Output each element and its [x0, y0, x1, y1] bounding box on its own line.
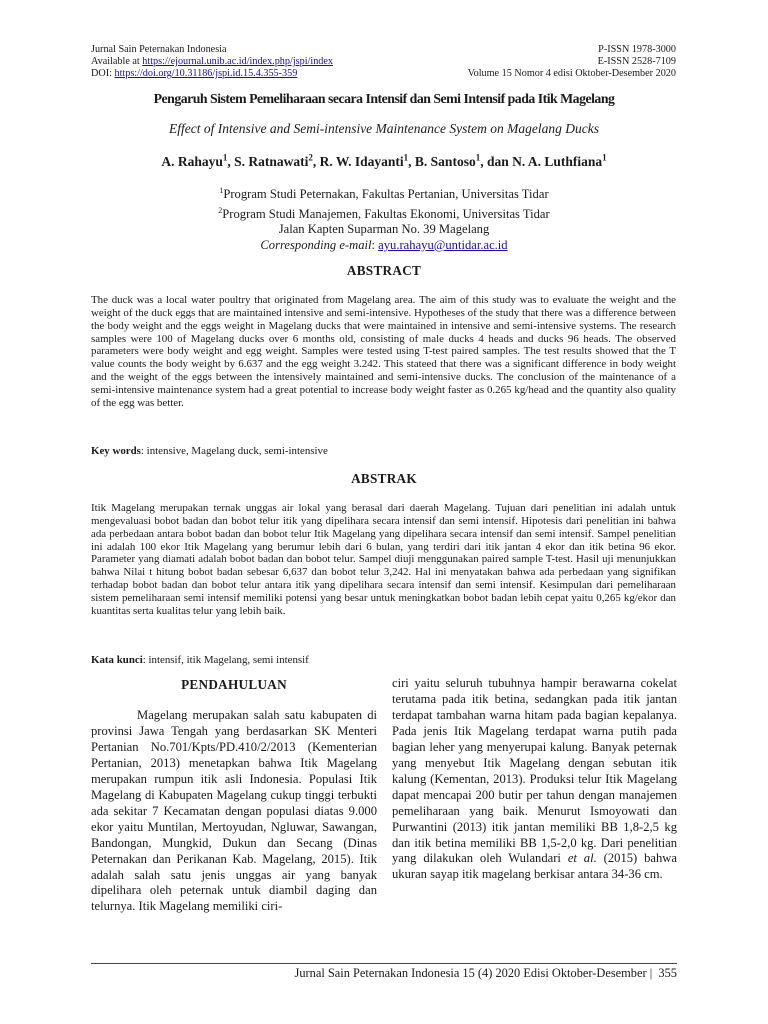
- journal-header-left: [91, 44, 333, 80]
- email-label: Corresponding e-mail: [260, 237, 372, 252]
- abstrak-text: Itik Magelang merupakan ternak unggas air lokal yang berasal dari daerah Magelang. Tujuan dari penelitian ini adalah untuk mengevaluasi bobot badan dan bobot telur itik yang dipelihara secara intensif dan semi intensif. Hipotesis dari penelitian ini bahwa ada perbedaan antara bobot badan dan bobot telur Itik Magelang yang dipelihara secara intensif dan semi intensif. Sampel penelitian ini adalah 100 ekor Itik Magelang yang berumur lebih dari 6 bulan, yang terdiri dari itik jantan 4 ekor dan itik betina 96 ekor. Parameter yang diamati adalah bobot badan dan bobot telur. Sampel diuji menggunakan paired sample T-test. Hasil uji menunjukkan bahwa Nilai t hitung bobot badan sebesar 6,637 dan bobot telur 3,242. Hal ini menyatakan bahwa ada perbedaan yang signifikan terhadap bobot badan dan bobot telur antara itik yang dipelihara secara intensif dan semi intensif. Kesimpulan dari pemeliharaan sistem pemeliharaan semi intensif memiliki potensi yang besar untuk meningkatkan bobot badan lebih cepat yaitu 0,265 kg/ekor dan kuantitas serta kualitas telur yang lebih baik.: [91, 502, 676, 617]
- abstract-text: The duck was a local water poultry that originated from Magelang area. The aim of this study was to evaluate the weight and the weight of the duck eggs that are maintained intensive and semi-intensive. Hypotheses of the study that there was a difference between the body weight and the eggs weight in Magelang ducks that were maintained in intensive and semi-intensive systems. The research samples were 100 of Magelang ducks over 6 months old, consisting of male ducks 4 heads and ducks 96 heads. The observed parameters were body weight and egg weight. Samples were tested using T-test paired samples. The test results showed that the T value counts the body weight by 6.637 and the egg weight 3.242. This stateed that there was a significant difference in body weight and the weight of the eggs between the intensively maintained and semi-intensive ducks. The conclusion of the maintenance of a semi-intensive maintenance system had a great potential to increase body weight faster as 0.265 kg/head and the quantity also quality of the egg was better.: [91, 294, 676, 409]
- affiliations: [90, 183, 678, 253]
- author: A. Rahayu$^1$,: [161, 152, 235, 169]
- address: Jalan Kapten Suparman No. 39 Magelang: [278, 222, 490, 237]
- affiliation-2: $^2$Program Studi Manajemen, Fakultas Ekonomi, Universitas Tidar: [218, 205, 550, 221]
- paper-title: Pengaruh Sistem Pemeliharaan secara Intensif dan Semi Intensif pada Itik Magelang: [153, 91, 615, 106]
- page-number: 355: [658, 966, 677, 980]
- journal-header-right: [520, 44, 676, 68]
- page-footer: [91, 966, 677, 981]
- email-link[interactable]: ayu.rahayu@untidar.ac.id: [378, 237, 508, 252]
- abstract-heading: ABSTRACT: [346, 263, 422, 278]
- doi-line: [91, 68, 333, 80]
- available-line: [91, 56, 333, 68]
- author: B. Santoso$^1$, dan: [414, 152, 513, 169]
- pissn: P-ISSN 1978-3000: [598, 44, 676, 55]
- abstrak-heading: ABSTRAK: [351, 471, 417, 486]
- kata-kunci: : intensif, itik Magelang, semi intensif: [142, 654, 309, 666]
- author: R. W. Idayanti$^1$,: [319, 152, 415, 169]
- paper-subtitle: Effect of Intensive and Semi-intensive Maintenance System on Magelang Ducks: [169, 121, 599, 136]
- author-list: [90, 152, 678, 170]
- keywords-label: Key words: [91, 445, 141, 457]
- corresponding-email-line: Corresponding e-mail: ayu.rahayu@untidar.ac.id: [260, 237, 508, 252]
- keywords-line: [91, 445, 676, 457]
- author: S. Ratnawati$^2$,: [234, 152, 320, 169]
- kata-kunci-label: Kata kunci: [91, 654, 143, 666]
- footer-journal: Jurnal Sain Peternakan Indonesia 15 (4) 2020 Edisi Oktober-Desember |: [294, 966, 653, 980]
- introduction-left-column: Magelang merupakan salah satu kabupaten di provinsi Jawa Tengah yang berdasarkan SK Menteri Pertanian No.701/Kpts/PD.410/2/2013 (Kementerian Pertanian, 2013) menetapkan bahwa Itik Magelang merupakan rumpun itik asli Indonesia. Populasi Itik Magelang di Kabupaten Magelang cukup tinggi terbukti ada sekitar 7 Kecamatan dengan populasi diatas 9.000 ekor yaitu Muntilan, Mertoyudan, Ngluwar, Sawangan, Bandongan, Mungkid, Dukun dan Secang (Dinas Peternakan dan Perikanan Kab. Magelang, 2015). Itik adalah salah satu jenis unggas air yang banyak dipelihara oleh peternak untuk diambil daging dan telurnya. Itik Magelang memiliki ciri-: [91, 708, 377, 914]
- available-prefix: Available at: [91, 56, 143, 67]
- affiliation-1: $^1$Program Studi Peternakan, Fakultas Pertanian, Universitas Tidar: [219, 186, 549, 202]
- doi-link[interactable]: https://doi.org/10.31186/jspi.id.15.4.355-359: [114, 68, 298, 79]
- volume-info: Volume 15 Nomor 4 edisi Oktober-Desember 2020: [467, 68, 676, 79]
- introduction-heading: PENDAHULUAN: [181, 677, 287, 692]
- footer-divider: [91, 963, 677, 964]
- doi-prefix: DOI:: [91, 68, 115, 79]
- journal-url-link[interactable]: https://ejournal.unib.ac.id/index.php/jspi/index: [142, 56, 334, 67]
- keywords: : intensive, Magelang duck, semi-intensive: [140, 445, 328, 457]
- author: N. A. Luthfiana$^1$: [512, 152, 607, 169]
- eissn: E-ISSN 2528-7109: [597, 56, 676, 67]
- kata-kunci-line: [91, 654, 676, 666]
- journal-name: Jurnal Sain Peternakan Indonesia: [91, 44, 227, 55]
- introduction-right-column: ciri yaitu seluruh tubuhnya hampir berawarna cokelat terutama pada itik betina, sedangkan pada itik jantan terdapat tambahan warna hitam pada bagian kepalanya. Pada jenis Itik Magelang terdapat warna putih pada bagian leher yang menyerupai kalung. Banyak peternak yang menyebut Itik Magelang dengan sebutan itik kalung (Kementan, 2013). Produksi telur Itik Magelang dapat mencapai 200 butir per tahun dengan manajemen pemeliharaan yang baik. Menurut Ismoyowati dan Purwantini (2013) itik jantan memiliki BB 1,8-2,5 kg dan itik betina memiliki BB 1,5-2,0 kg. Dari penelitian yang dilakukan oleh Wulandari et al. (2015) bahwa ukuran sayap itik magelang berkisar antara 34-36 cm.: [392, 676, 677, 882]
